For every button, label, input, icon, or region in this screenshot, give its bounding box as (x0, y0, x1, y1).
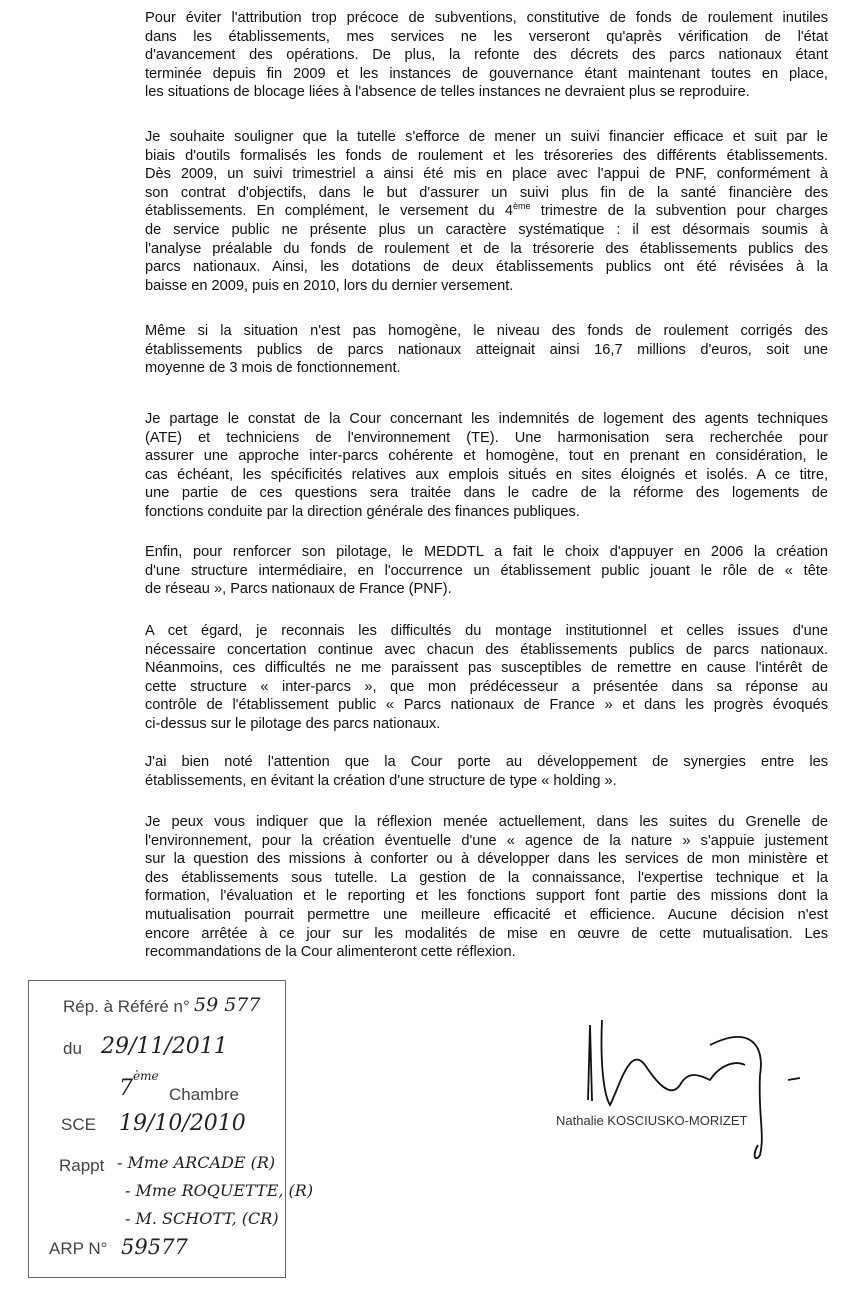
signatory-name: Nathalie KOSCIUSKO-MORIZET (556, 1113, 748, 1128)
stamp-rapporteur: - M. SCHOTT, (CR) (125, 1209, 279, 1228)
text-line: établissements, en évitant la création d'une structure de type « holding ». (145, 772, 617, 789)
text-line: encore arrêtée à ce jour sur les modalités de mise en œuvre de cette mutualisation. Les (145, 925, 828, 942)
stamp-chamber-sup: ème (133, 1069, 159, 1083)
paragraph (145, 543, 828, 599)
text-line: terminée depuis fin 2009 et les instances de gouvernance étant maintenant toutes en place, (145, 65, 828, 82)
stamp-ref-label: Rép. à Référé n° (63, 997, 190, 1016)
paragraph (145, 753, 828, 790)
paragraph (145, 322, 828, 378)
text-line: l'analyse préalable du fonds de roulement et de la trésorerie des établissements publics des (145, 240, 828, 257)
stamp-chamber-label: Chambre (169, 1085, 239, 1104)
text-line: (ATE) et techniciens de l'environnement (TE). Une harmonisation sera recherchée pour (145, 429, 828, 446)
text-line: baisse en 2009, puis en 2010, lors du dernier versement. (145, 277, 514, 294)
text-line: Je partage le constat de la Cour concernant les indemnités de logement des agents techniques (145, 411, 828, 427)
handwritten-signature (560, 1005, 810, 1165)
text-line: assurer une approche inter-parcs cohérente et homogène, tout en prenant en considération, le (145, 448, 828, 465)
text-line: de service public ne présente plus un caractère systématique : il est désormais soumis à (145, 221, 828, 238)
stamp-arp-label: ARP N° (49, 1239, 108, 1258)
text-line: mutualisation pourrait permettre une meilleure efficacité et efficience. Aucune décision n'est (145, 906, 828, 923)
text-line: Dès 2009, un suivi trimestriel a ainsi été mis en place avec l'appui de PNF, conformément à (145, 166, 828, 183)
court-reference-stamp (28, 980, 314, 1278)
text-line: de réseau », Parcs nationaux de France (PNF). (145, 581, 452, 598)
text-line: dans les établissements, mes services ne les verseront qu'après vérification de l'état (145, 28, 828, 45)
text-line: formation, l'évaluation et le reporting et les fonctions support font partie des missions dont la (145, 888, 828, 905)
text-fragment: établissements. En complément, le versement du 4 (145, 203, 514, 220)
text-fragment: ème (513, 201, 531, 212)
text-line: cas échéant, les spécificités relatives aux emplois situés en sites éloignés et isolés. A ce titre, (145, 466, 828, 483)
text-line: Je souhaite souligner que la tutelle s'efforce de mener un suivi financier efficace et suit par le (145, 129, 828, 145)
paragraph (145, 9, 828, 102)
text-line: l'environnement, pour la création éventuelle d'une « agence de la nature » s'appuie justement (145, 832, 828, 849)
text-line: d'avancement des opérations. De plus, la refonte des décrets des parcs nationaux étant (145, 47, 828, 64)
text-line: ci-dessus sur le pilotage des parcs nationaux. (145, 715, 441, 732)
text-line: parcs nationaux. Ainsi, les dotations de deux établissements publics ont été révisées à la (145, 259, 828, 276)
text-line: A cet égard, je reconnais les difficultés du montage institutionnel et celles issues d'une (145, 623, 828, 639)
paragraph (145, 813, 828, 962)
paragraph (145, 128, 828, 295)
stamp-rappt-label: Rappt (59, 1156, 105, 1175)
text-line: Néanmoins, ces difficultés ne me paraissent pas susceptibles de remettre en cause l'intérêt de (145, 660, 828, 677)
text-line: biais d'outils formalisés les fonds de roulement et les trésoreries des différents établissements. (145, 147, 828, 164)
text-line: contrôle de l'établissement public « Parcs nationaux de France » et dans les progrès évoqués (145, 697, 828, 714)
text-line (145, 202, 828, 221)
stamp-ref-number: 59 577 (194, 994, 261, 1016)
text-line: d'une structure intermédiaire, en l'occurrence un établissement public jouant le rôle de « tête (145, 562, 828, 579)
stamp-sce-date: 19/10/2010 (119, 1111, 246, 1136)
text-line: Pour éviter l'attribution trop précoce de subventions, constitutive de fonds de roulement inutiles (145, 10, 828, 26)
stamp-du-date: 29/11/2011 (101, 1034, 228, 1059)
text-line: Enfin, pour renforcer son pilotage, le MEDDTL a fait le choix d'appuyer en 2006 la création (145, 544, 828, 560)
text-line: Je peux vous indiquer que la réflexion menée actuellement, dans les suites du Grenelle de (145, 814, 828, 830)
stamp-arp-number: 59577 (121, 1235, 188, 1259)
text-line: son contrat d'objectifs, dans le but d'assurer un suivi plus fin de la santé financière des (145, 184, 828, 201)
stamp-du-label: du (63, 1039, 82, 1058)
text-line: sur la question des missions à conforter ou à développer dans les services de mon ministère et (145, 851, 828, 868)
text-line: fonctions conduite par la direction générale des finances publiques. (145, 503, 580, 520)
stamp-chamber-number: 7 (119, 1076, 133, 1101)
text-line: Même si la situation n'est pas homogène, le niveau des fonds de roulement corrigés des (145, 323, 828, 339)
text-fragment: trimestre de la subvention pour charges (530, 203, 828, 220)
paragraph (145, 622, 828, 734)
text-line: moyenne de 3 mois de fonctionnement. (145, 360, 401, 377)
text-line: les situations de blocage liées à l'absence de telles instances ne devraient plus se reproduire. (145, 84, 750, 101)
text-line: nécessaire concertation continue avec chacun des établissements publics de parcs nationaux. (145, 641, 828, 658)
text-line: J'ai bien noté l'attention que la Cour porte au développement de synergies entre les (145, 754, 828, 770)
stamp-rapporteur: - Mme ARCADE (R) (117, 1153, 276, 1172)
paragraph (145, 410, 828, 522)
text-line: cette structure « inter-parcs », que mon prédécesseur a présentée dans sa réponse au (145, 678, 828, 695)
text-line: des établissements sous tutelle. La gestion de la connaissance, l'expertise technique et la (145, 869, 828, 886)
stamp-rapporteur: - Mme ROQUETTE, (R) (125, 1181, 314, 1200)
stamp-sce-label: SCE (61, 1115, 96, 1134)
text-line: recommandations de la Cour alimenteront cette réflexion. (145, 944, 516, 961)
text-line: établissements publics de parcs nationaux atteignait ainsi 16,7 millions d'euros, soit une (145, 341, 828, 358)
text-line: une partie de ces questions sera traitée dans le cadre de la réforme des logements de (145, 485, 828, 502)
